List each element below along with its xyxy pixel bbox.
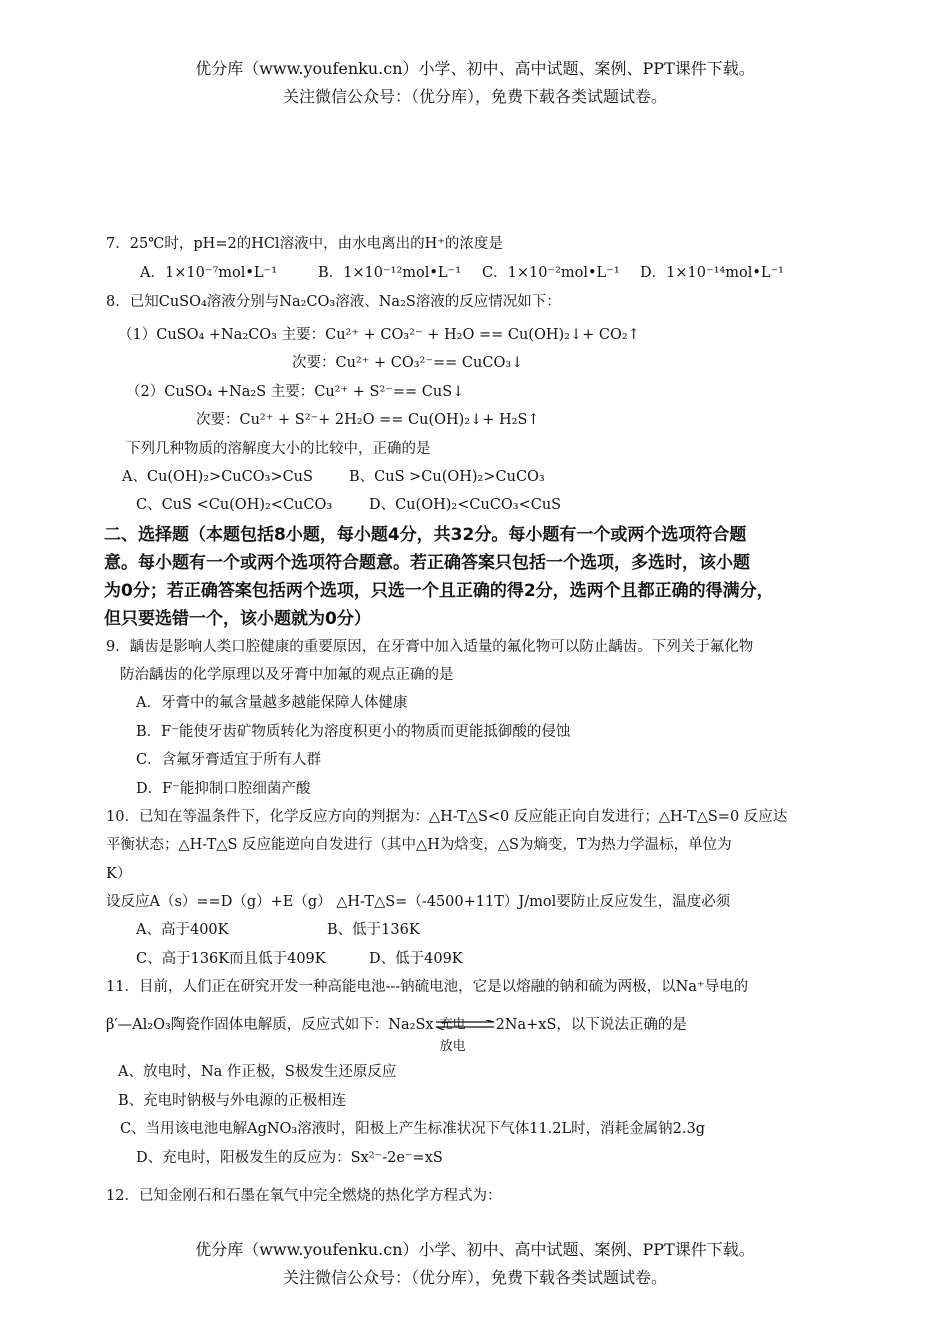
q10-option-d: D、低于409K <box>369 951 463 967</box>
q10-stem-line-3: K） <box>106 866 132 882</box>
header-line-1: 优分库（www.youfenku.cn）小学、初中、高中试题、案例、PPT课件下载。 <box>195 59 755 78</box>
q10-stem-line-4: 设反应A（s）==D（g）+E（g） △H-T△S=（-4500+11T）J/mol要防止反应发生，温度必须 <box>106 894 731 910</box>
footer-line-2: 关注微信公众号：（优分库），免费下载各类试题试卷。 <box>282 1268 667 1287</box>
q11-stem-line-2 <box>106 1006 687 1054</box>
arrow-label-charge: 充电 <box>439 1017 466 1032</box>
q8-option-c: C、CuS <Cu(OH)₂<CuCO₃ <box>136 497 333 513</box>
q8-stem: 8．已知CuSO₄溶液分别与Na₂CO₃溶液、Na₂S溶液的反应情况如下： <box>106 294 561 310</box>
q10-stem-line-2: 平衡状态；△H-T△S 反应能逆向自发进行（其中△H为焓变，△S为熵变，T为热力学温标，单位为 <box>106 837 732 853</box>
header-line-2: 关注微信公众号：（优分库），免费下载各类试题试卷。 <box>282 87 667 106</box>
q10-option-b: B、低于136K <box>327 922 420 938</box>
q7-option-c: C．1×10⁻²mol•L⁻¹ <box>482 265 620 281</box>
q11-option-a: A、放电时，Na 作正极，S极发生还原反应 <box>118 1064 397 1080</box>
q10-option-c: C、高于136K而且低于409K <box>136 951 326 967</box>
section-2-heading-line-1: 二、选择题（本题包括8小题，每小题4分，共32分。每小题有一个或两个选项符合题 <box>104 525 747 545</box>
reversible-arrow <box>434 1006 496 1054</box>
q8-reaction-1-main: （1）CuSO₄ +Na₂CO₃ 主要：Cu²⁺ + CO₃²⁻ + H₂O == Cu(OH)₂↓+ CO₂↑ <box>118 327 640 343</box>
q12-stem: 12．已知金刚石和石墨在氧气中完全燃烧的热化学方程式为： <box>106 1188 502 1204</box>
q10-option-a: A、高于400K <box>136 922 229 938</box>
q8-reaction-1-minor: 次要：Cu²⁺ + CO₃²⁻== CuCO₃↓ <box>292 355 524 371</box>
q9-option-c: C．含氟牙膏适宜于所有人群 <box>136 752 322 768</box>
q11-stem-line-1: 11．目前，人们正在研究开发一种高能电池---钠硫电池，它是以熔融的钠和硫为两极，以Na⁺导电的 <box>106 979 749 995</box>
q9-option-d: D．F⁻能抑制口腔细菌产酸 <box>136 781 311 797</box>
q9-option-a: A．牙膏中的氟含量越多越能保障人体健康 <box>136 695 408 711</box>
arrow-label-discharge: 放电 <box>439 1039 466 1054</box>
section-2-heading-line-3: 为0分；若正确答案包括两个选项，只选一个且正确的得2分，选两个且都正确的得满分， <box>104 581 774 601</box>
q7-option-d: D．1×10⁻¹⁴mol•L⁻¹ <box>640 265 784 281</box>
footer-line-1: 优分库（www.youfenku.cn）小学、初中、高中试题、案例、PPT课件下载。 <box>195 1240 755 1259</box>
q11-equation-left: β′—Al₂O₃陶瓷作固体电解质，反应式如下：Na₂Sx <box>106 1017 434 1033</box>
q8-option-b: B、CuS >Cu(OH)₂>CuCO₃ <box>349 469 545 485</box>
q9-stem-line-2: 防治龋齿的化学原理以及牙膏中加氟的观点正确的是 <box>120 667 454 683</box>
q8-question: 下列几种物质的溶解度大小的比较中，正确的是 <box>126 441 431 457</box>
q9-option-b: B．F⁻能使牙齿矿物质转化为溶度积更小的物质而更能抵御酸的侵蚀 <box>136 724 571 740</box>
q7-stem: 7．25℃时，pH=2的HCl溶液中，由水电离出的H⁺的浓度是 <box>106 236 503 252</box>
q11-option-b: B、充电时钠极与外电源的正极相连 <box>118 1093 347 1109</box>
q10-stem-line-1: 10．已知在等温条件下，化学反应方向的判据为：△H-T△S<0 反应能正向自发进行；△H-T△S=0 反应达 <box>106 809 788 825</box>
q7-option-b: B．1×10⁻¹²mol•L⁻¹ <box>318 265 462 281</box>
q9-stem-line-1: 9．龋齿是影响人类口腔健康的重要原因，在牙膏中加入适量的氟化物可以防止龋齿。下列关于氟化物 <box>106 639 754 655</box>
q8-reaction-2-main: （2）CuSO₄ +Na₂S 主要：Cu²⁺ + S²⁻== CuS↓ <box>126 384 465 400</box>
section-2-heading-line-4: 但只要选错一个，该小题就为0分） <box>104 609 371 629</box>
section-2-heading-line-2: 意。每小题有一个或两个选项符合题意。若正确答案只包括一个选项，多选时，该小题 <box>104 553 750 573</box>
q11-equation-right: 2Na+xS，以下说法正确的是 <box>495 1017 687 1033</box>
q8-option-d: D、Cu(OH)₂<CuCO₃<CuS <box>369 497 562 513</box>
q7-option-a: A．1×10⁻⁷mol•L⁻¹ <box>140 265 278 281</box>
q11-option-d: D、充电时，阳极发生的反应为：Sx²⁻-2e⁻=xS <box>136 1150 443 1166</box>
q11-option-c: C、当用该电池电解AgNO₃溶液时，阳极上产生标准状况下气体11.2L时，消耗金属钠2.3g <box>120 1121 705 1137</box>
q8-reaction-2-minor: 次要：Cu²⁺ + S²⁻+ 2H₂O == Cu(OH)₂↓+ H₂S↑ <box>196 412 540 428</box>
q8-option-a: A、Cu(OH)₂>CuCO₃>CuS <box>122 469 313 485</box>
